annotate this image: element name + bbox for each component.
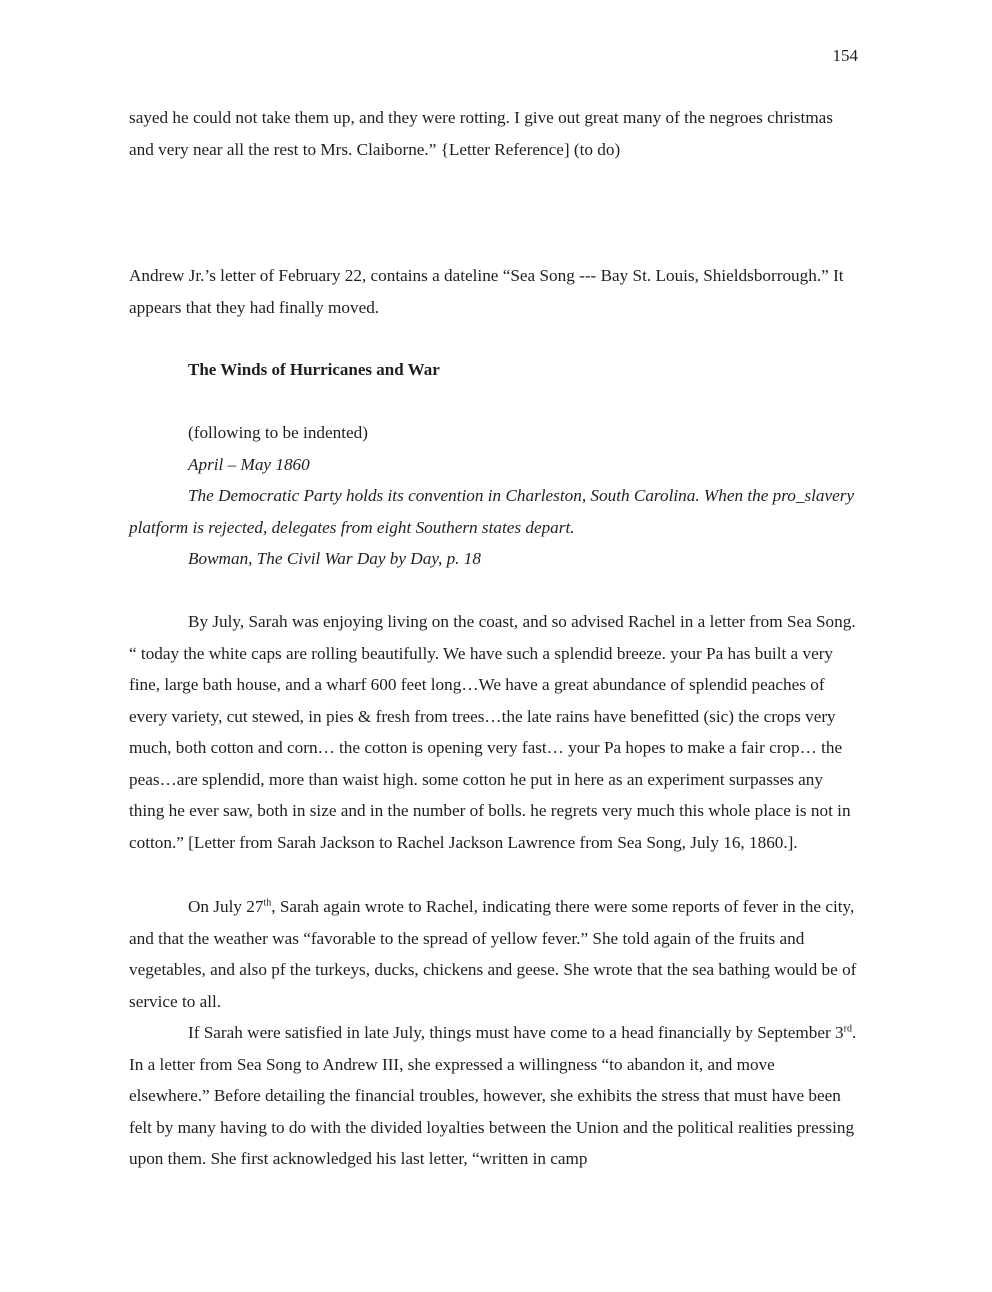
p4-ordinal: th: [263, 897, 272, 909]
p4-before: On July 27: [188, 897, 264, 916]
p5-ordinal: rd: [843, 1023, 852, 1035]
p5-before: If Sarah were satisfied in late July, things must have come to a head financially by September 3: [188, 1023, 844, 1042]
paragraph-july-27: [129, 891, 859, 1017]
timeline-citation: Bowman, The Civil War Day by Day, p. 18: [188, 549, 481, 568]
paragraph-dateline: Andrew Jr.’s letter of February 22, contains a dateline “Sea Song --- Bay St. Louis, Shieldsborrough.” It appears that they had finally moved.: [129, 266, 844, 317]
section-heading: The Winds of Hurricanes and War: [188, 360, 440, 379]
paragraph-september: [129, 1017, 859, 1175]
p5-after: . In a letter from Sea Song to Andrew III, she expressed a willingness “to abandon it, and move elsewhere.” Before detailing the financial troubles, however, she exhibits the stress that must have been felt by many having to do with the divided loyalties between the Union and the political realities pressing upon them. She first acknowledged his last letter, “written in camp: [129, 1023, 857, 1168]
timeline-date: April – May 1860: [188, 455, 310, 474]
paragraph-letter-end: sayed he could not take them up, and they were rotting. I give out great many of the negroes christmas and very near all the rest to Mrs. Claiborne.” {Letter Reference] (to do): [129, 108, 833, 159]
indent-note: (following to be indented): [188, 423, 368, 442]
paragraph-july-letter: By July, Sarah was enjoying living on the coast, and so advised Rachel in a letter from Sea Song. “ today the white caps are rolling beautifully. We have such a splendid breeze. your Pa has built a very fine, large bath house, and a wharf 600 feet long…We have a great abundance of splendid peaches of every variety, cut stewed, in pies & fresh from trees…the late rains have benefitted (sic) the crops very much, both cotton and corn… the cotton is opening very fast… your Pa hopes to make a fair crop… the peas…are splendid, more than waist high. some cotton he put in here as an experiment surpasses any thing he ever saw, both in size and in the number of bolls. he regrets very much this whole place is not in cotton.” [Letter from Sarah Jackson to Rachel Jackson Lawrence from Sea Song, July 16, 1860.].: [129, 612, 856, 852]
p4-after: , Sarah again wrote to Rachel, indicating there were some reports of fever in the city, and that the weather was “favorable to the spread of yellow fever.” She told again of the fruits and vegetables, and also pf the turkeys, ducks, chickens and geese. She wrote that the sea bathing would be of service to all.: [129, 897, 857, 1011]
page-number: 154: [832, 46, 858, 65]
timeline-quote: The Democratic Party holds its convention in Charleston, South Carolina. When the pro_slavery platform is rejected, delegates from eight Southern states depart.: [129, 486, 855, 537]
